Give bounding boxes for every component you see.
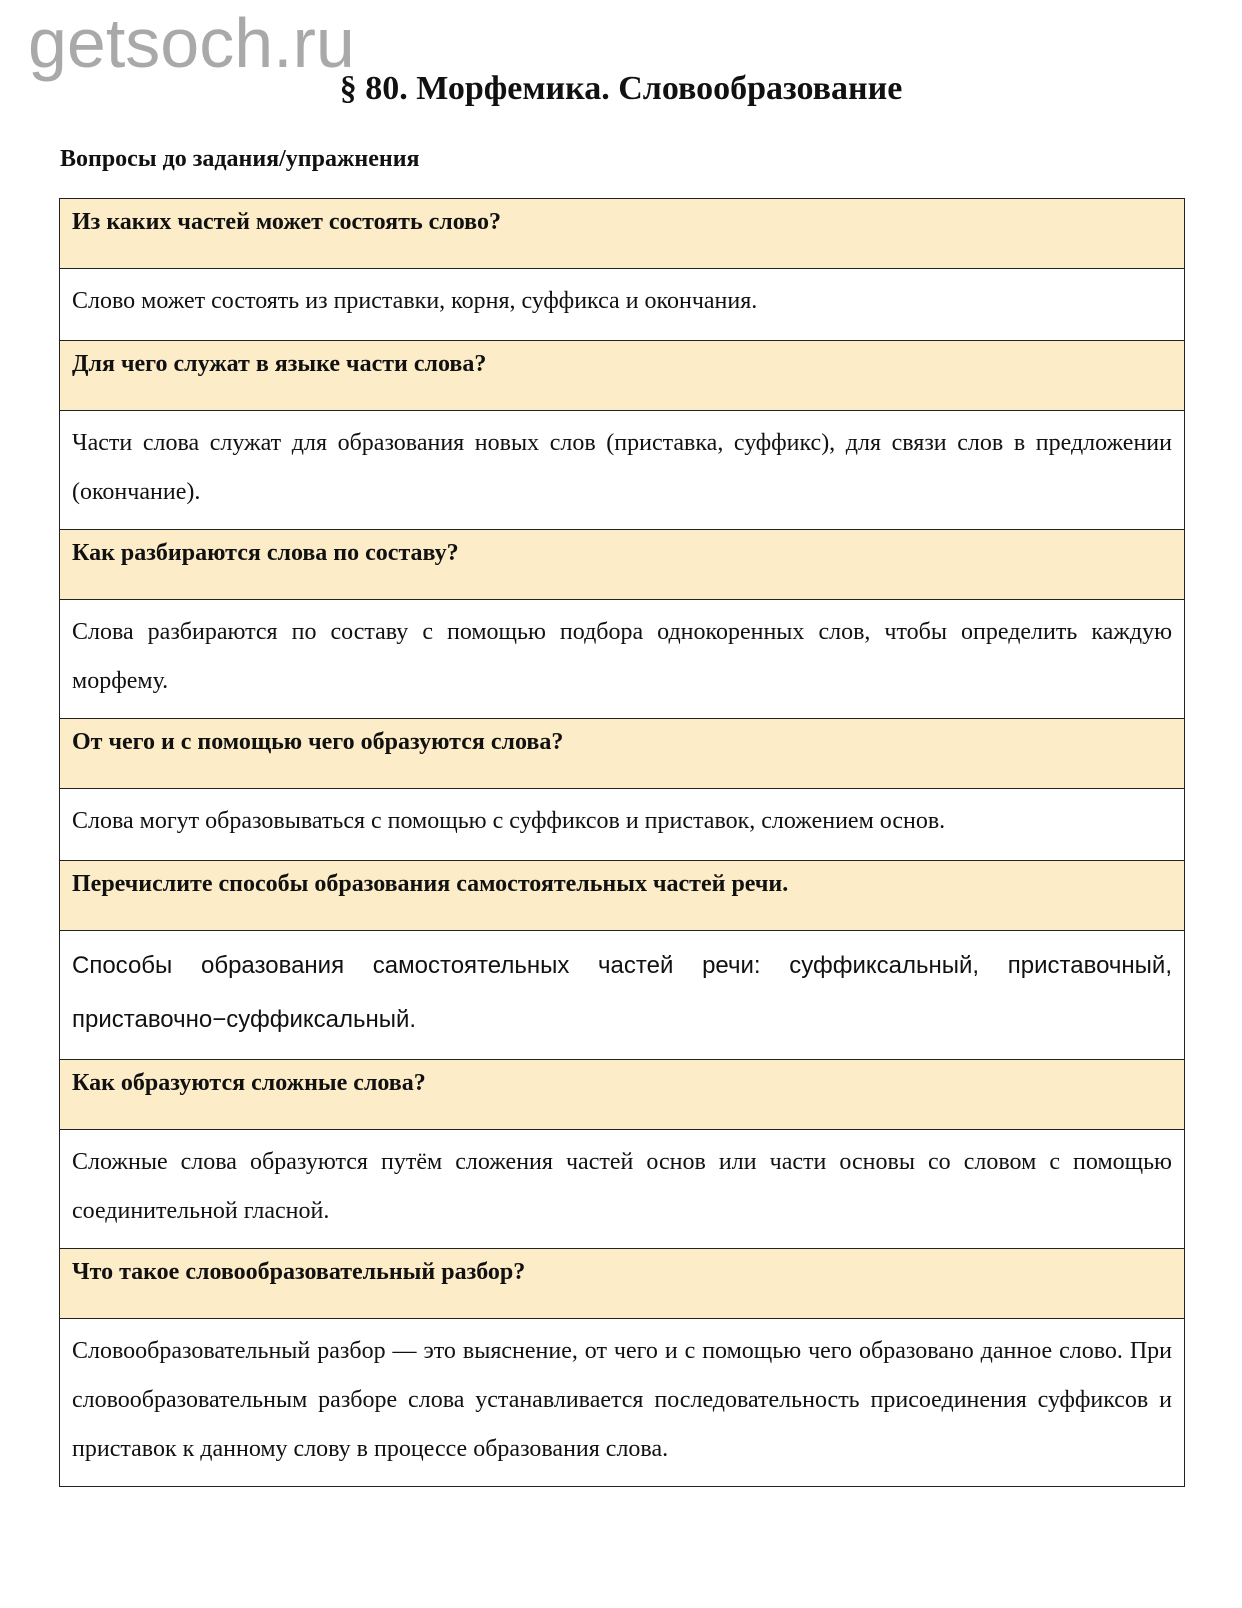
question-cell: Как разбираются слова по составу? — [60, 530, 1185, 600]
answer-cell: Части слова служат для образования новых слов (приставка, суффикс), для связи слов в предложении (окончание). — [60, 411, 1185, 530]
page-title: § 80. Морфемика. Словообразование — [339, 70, 903, 107]
table-row — [60, 600, 1185, 719]
question-cell: От чего и с помощью чего образуются слова? — [60, 719, 1185, 789]
table-row — [60, 199, 1185, 269]
table-row — [60, 1060, 1185, 1130]
question-cell: Из каких частей может состоять слово? — [60, 199, 1185, 269]
table-row — [60, 931, 1185, 1060]
table-row — [60, 530, 1185, 600]
answer-cell: Слова разбираются по составу с помощью подбора однокоренных слов, чтобы определить каждую морфему. — [60, 600, 1185, 719]
answer-cell: Слова могут образовываться с помощью с суффиксов и приставок, сложением основ. — [60, 789, 1185, 861]
answer-cell: Способы образования самостоятельных частей речи: суффиксальный, приставочный, приставочно−суффиксальный. — [60, 931, 1185, 1060]
table-row — [60, 719, 1185, 789]
table-row — [60, 341, 1185, 411]
table-row — [60, 411, 1185, 530]
answer-cell: Сложные слова образуются путём сложения частей основ или части основы со словом с помощью соединительной гласной. — [60, 1130, 1185, 1249]
question-cell: Как образуются сложные слова? — [60, 1060, 1185, 1130]
answer-cell: Слово может состоять из приставки, корня, суффикса и окончания. — [60, 269, 1185, 341]
question-cell: Для чего служат в языке части слова? — [60, 341, 1185, 411]
watermark: getsoch.ru — [28, 4, 355, 82]
qa-table — [59, 198, 1185, 1487]
table-row — [60, 861, 1185, 931]
answer-cell: Словообразовательный разбор — это выяснение, от чего и с помощью чего образовано данное слово. При словообразовательным разборе слова устанавливается последовательность присоединения суффиксов и приставок к данному слову в процессе образования слова. — [60, 1319, 1185, 1487]
table-row — [60, 269, 1185, 341]
question-cell: Перечислите способы образования самостоятельных частей речи. — [60, 861, 1185, 931]
table-row — [60, 1130, 1185, 1249]
table-row — [60, 1319, 1185, 1487]
table-row — [60, 1249, 1185, 1319]
section-subtitle: Вопросы до задания/упражнения — [60, 146, 420, 172]
table-row — [60, 789, 1185, 861]
question-cell: Что такое словообразовательный разбор? — [60, 1249, 1185, 1319]
